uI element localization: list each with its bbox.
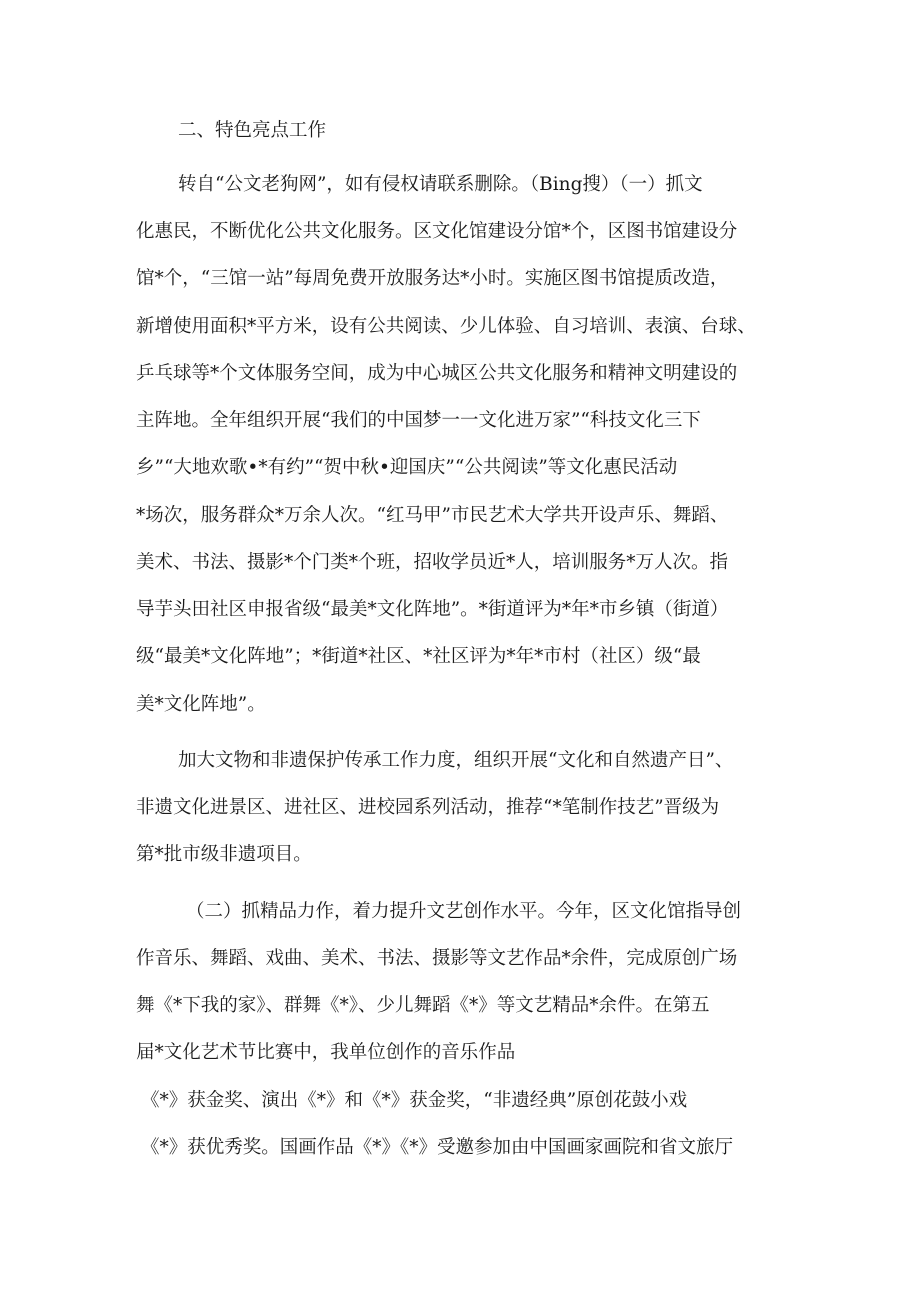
paragraph-line: *场次，服务群众*万余人次。“红马甲”市民艺术大学共开设声乐、舞蹈、 — [136, 505, 729, 526]
paragraph-line: 美术、书法、摄影*个门类*个班，招收学员近*人，培训服务*万人次。指 — [136, 552, 729, 573]
paragraph-line: 作音乐、舞蹈、戏曲、美术、书法、摄影等文艺作品*余件，完成原创广场 — [136, 948, 738, 969]
paragraph-line: 新增使用面积*平方米，设有公共阅读、少儿体验、自习培训、表演、台球、 — [136, 316, 756, 337]
paragraph-line: 舞《*下我的家》、群舞《*》、少儿舞蹈《*》等文艺精品*余件。在第五 — [136, 995, 710, 1016]
paragraph-line: 《*》获金奖、演出《*》和《*》获金奖，“非遗经典”原创花鼓小戏 — [141, 1090, 688, 1111]
paragraph-line: 非遗文化进景区、进社区、进校园系列活动，推荐“*笔制作技艺”晋级为 — [136, 797, 720, 818]
paragraph-line: 第*批市级非遗项目。 — [136, 844, 312, 865]
paragraph-line: （二）抓精品力作，着力提升文艺创作水平。今年，区文化馆指导创 — [186, 901, 742, 922]
paragraph-line: 化惠民，不断优化公共文化服务。区文化馆建设分馆*个，区图书馆建设分 — [136, 221, 738, 242]
paragraph-line: 导芋头田社区申报省级“最美*文化阵地”。*街道评为*年*市乡镇（街道） — [136, 599, 729, 620]
paragraph-line: 届*文化艺术节比赛中，我单位创作的音乐作品 — [136, 1042, 516, 1063]
paragraph-line: 乡”“大地欢歌•*有约”“贺中秋•迎国庆”“公共阅读”等文化惠民活动 — [136, 457, 678, 478]
section-heading: 二、特色亮点工作 — [178, 120, 327, 141]
paragraph-line: 转自“公文老狗网”，如有侵权请联系删除。（Bing搜）（一）抓文 — [178, 174, 703, 195]
paragraph-line: 主阵地。全年组织开展“我们的中国梦一一文化进万家”“科技文化三下 — [136, 410, 701, 431]
paragraph-line: 加大文物和非遗保护传承工作力度，组织开展“文化和自然遗产日”、 — [178, 750, 734, 771]
paragraph-line: 美*文化阵地”。 — [136, 694, 266, 715]
paragraph-line: 级“最美*文化阵地”；*街道*社区、*社区评为*年*市村（社区）级“最 — [136, 646, 701, 667]
paragraph-line: 乒乓球等*个文体服务空间，成为中心城区公共文化服务和精神文明建设的 — [136, 363, 738, 384]
paragraph-line: 《*》获优秀奖。国画作品《*》《*》受邀参加由中国画家画院和省文旅厅 — [141, 1137, 734, 1158]
paragraph-line: 馆*个，“三馆一站”每周免费开放服务达*小时。实施区图书馆提质改造， — [136, 268, 729, 289]
